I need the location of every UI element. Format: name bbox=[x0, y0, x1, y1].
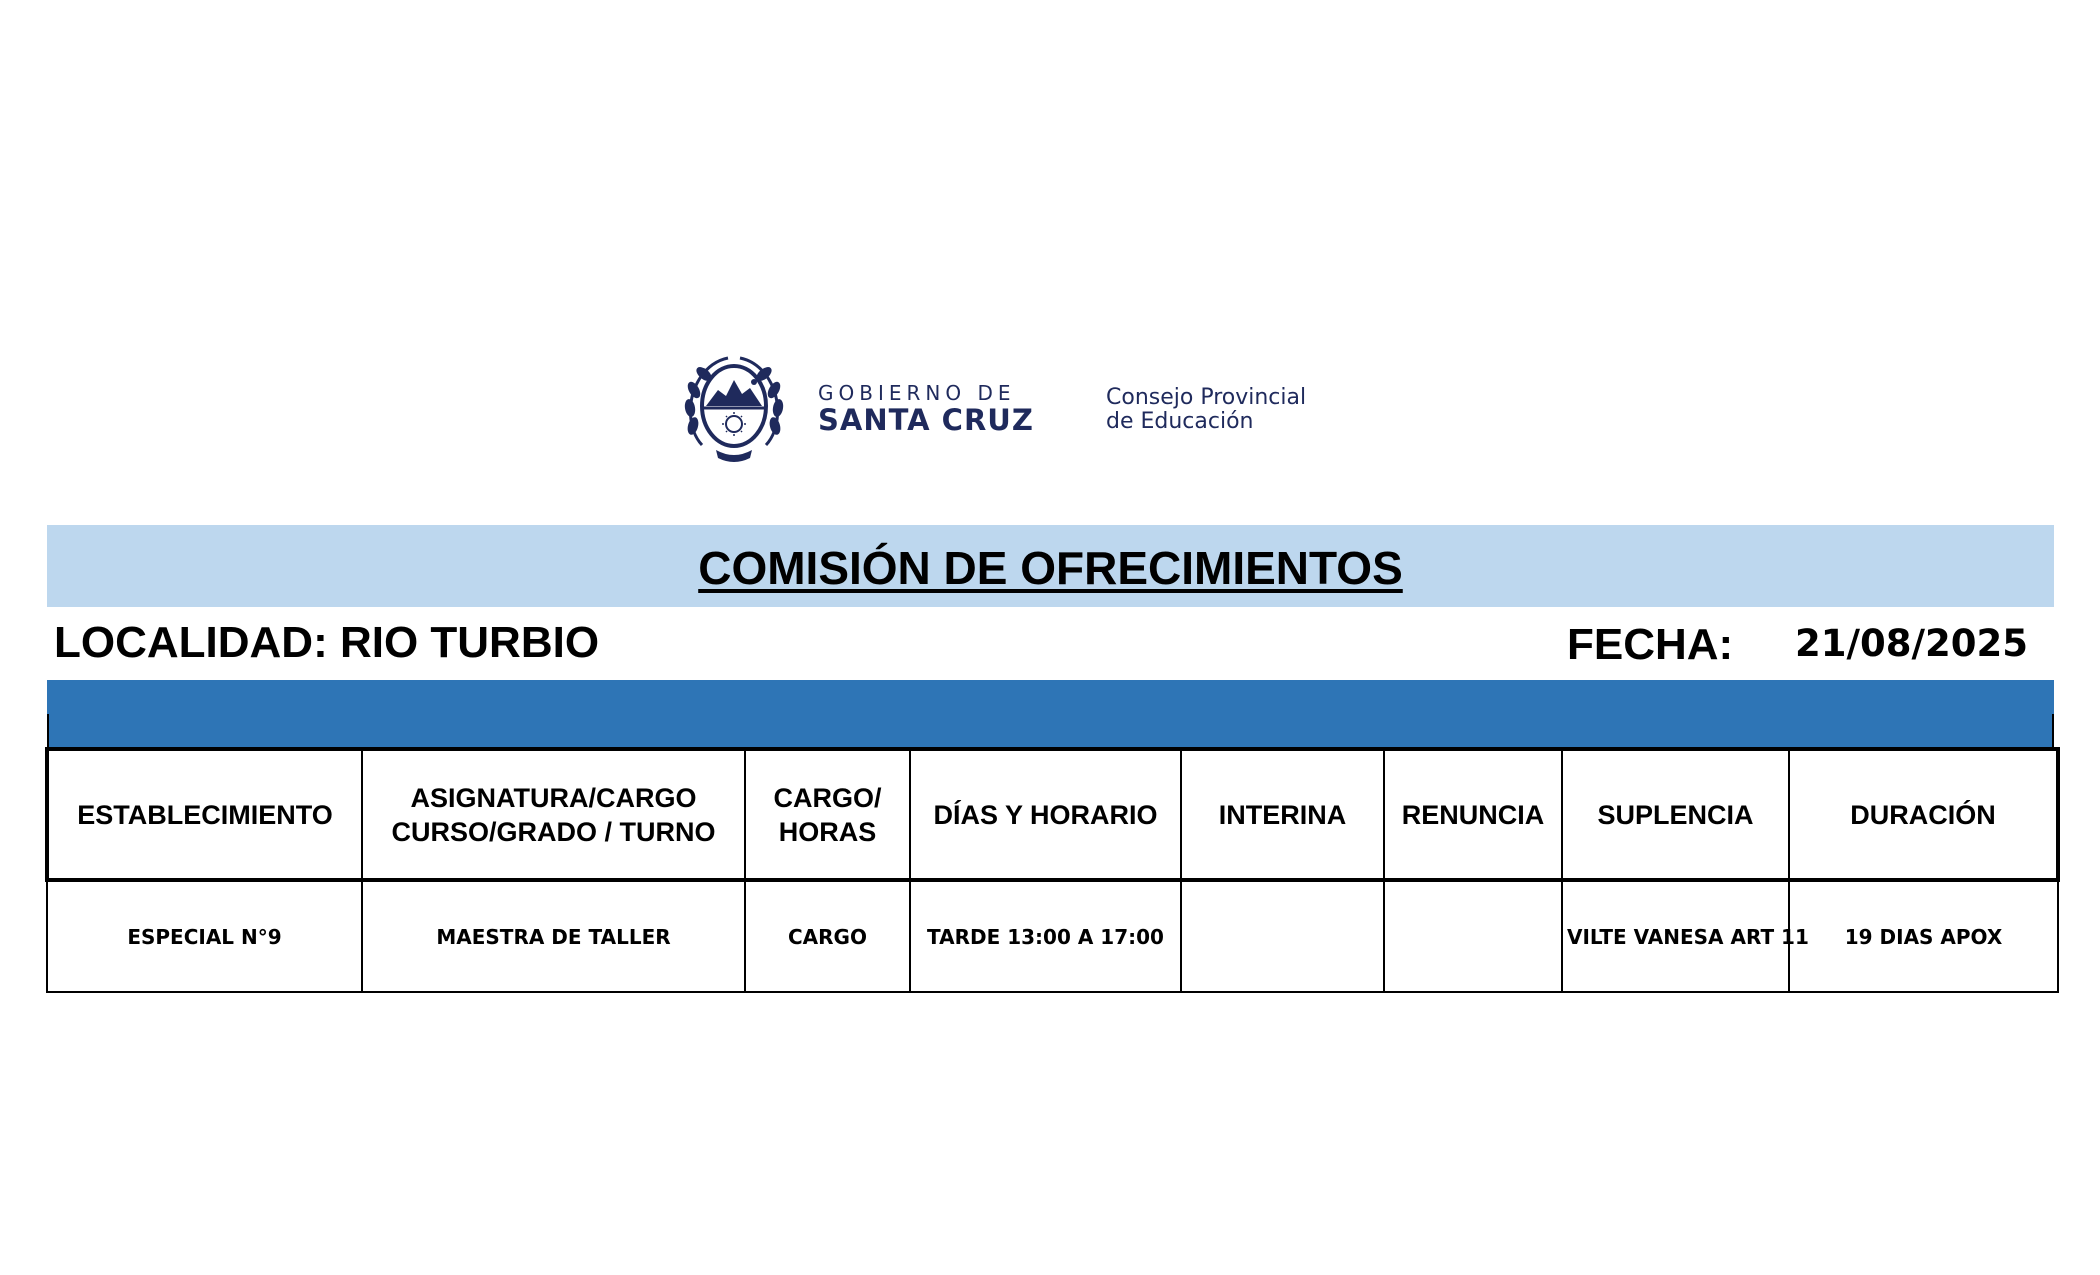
cell-cargo-horas: CARGO bbox=[745, 880, 910, 992]
government-wordmark bbox=[818, 382, 1034, 436]
table-header-row bbox=[47, 749, 2058, 880]
government-label: GOBIERNO DE bbox=[818, 381, 1016, 405]
header-cargo-horas: CARGO/ HORAS bbox=[745, 749, 910, 880]
header-interina: INTERINA bbox=[1181, 749, 1384, 880]
fecha-label: FECHA: bbox=[1567, 620, 1734, 669]
offers-table-grid bbox=[45, 747, 2060, 993]
page-title: COMISIÓN DE OFRECIMIENTOS bbox=[698, 542, 1403, 594]
council-line1: Consejo Provincial bbox=[1106, 385, 1307, 410]
header-duracion: DURACIÓN bbox=[1789, 749, 2058, 880]
fecha-value: 21/08/2025 bbox=[1795, 622, 2028, 665]
header-renuncia: RENUNCIA bbox=[1384, 749, 1562, 880]
cell-dias-horario: TARDE 13:00 A 17:00 bbox=[910, 880, 1181, 992]
localidad-label: LOCALIDAD: RIO TURBIO bbox=[54, 618, 600, 667]
header-dias-horario: DÍAS Y HORARIO bbox=[910, 749, 1181, 880]
header-logo bbox=[682, 350, 1362, 470]
title-band bbox=[47, 525, 2054, 607]
province-name: SANTA CRUZ bbox=[818, 403, 1034, 437]
table-row bbox=[47, 880, 2058, 992]
cell-duracion: 19 DIAS APOX bbox=[1789, 880, 2058, 992]
cell-interina bbox=[1181, 880, 1384, 992]
header-asignatura: ASIGNATURA/CARGO CURSO/GRADO / TURNO bbox=[362, 749, 745, 880]
council-line2: de Educación bbox=[1106, 409, 1254, 434]
santa-cruz-seal-icon bbox=[682, 350, 786, 466]
cell-suplencia: VILTE VANESA ART 11 bbox=[1562, 880, 1789, 992]
cell-asignatura: MAESTRA DE TALLER bbox=[362, 880, 745, 992]
cell-establecimiento: ESPECIAL N°9 bbox=[47, 880, 362, 992]
cell-renuncia bbox=[1384, 880, 1562, 992]
header-blue-band bbox=[47, 680, 2054, 748]
header-suplencia: SUPLENCIA bbox=[1562, 749, 1789, 880]
info-line bbox=[47, 612, 2054, 672]
header-establecimiento: ESTABLECIMIENTO bbox=[47, 749, 362, 880]
offers-table bbox=[45, 747, 2056, 993]
council-wordmark bbox=[1106, 386, 1306, 434]
